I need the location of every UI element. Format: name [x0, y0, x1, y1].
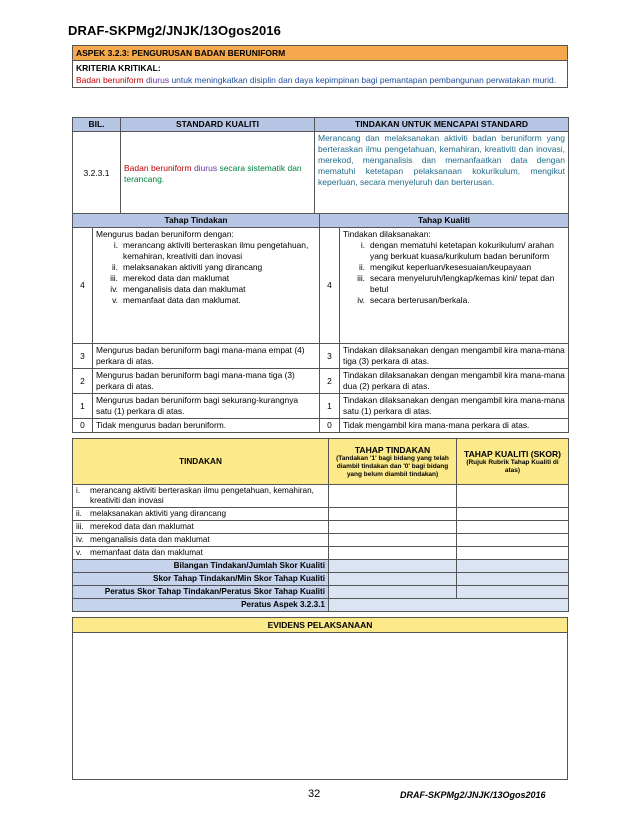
table-row: [73, 534, 569, 547]
summary-kualiti-cell[interactable]: [457, 573, 569, 586]
std-tindakan: Merancang dan melaksanakan aktiviti badan beruniform yang berteraskan ilmu pengetahuan, kemahiran, kreativiti dan inovasi, merekod, menganalisis dan memanfaatkan data dengan mematuhi ketetapan pelaksanaan kokurikulum, mengikut keperluan, secara menyeluruh dan berterusan.: [315, 132, 569, 216]
kualiti-level: 0: [320, 419, 340, 433]
tahap-kualiti-desc: Tindakan dilaksanakan dengan mengambil kira mana-mana dua (2) perkara di atas.: [340, 369, 569, 394]
summary-row: [73, 586, 569, 599]
tahap-kualiti-desc: Tidak mengambil kira mana-mana perkara di atas.: [340, 419, 569, 433]
tahap-tindakan-desc: Mengurus badan beruniform bagi mana-mana empat (4) perkara di atas.: [93, 344, 320, 369]
tahap-kualiti-col-header: TAHAP KUALITI (SKOR) (Rujuk Rubrik Tahap Kualiti di atas): [457, 439, 569, 485]
table-row: [73, 547, 569, 560]
table-row: [73, 485, 569, 508]
list-item: [96, 262, 316, 273]
aspect-title: ASPEK 3.2.3: PENGURUSAN BADAN BERUNIFORM: [73, 46, 568, 61]
tahap-table: [72, 213, 569, 433]
summary-tindakan-cell[interactable]: [329, 586, 457, 599]
page-number: 32: [308, 788, 321, 800]
list-item: [343, 262, 565, 273]
tahap-kualiti-score-cell[interactable]: [457, 521, 569, 534]
tahap-level: 3: [73, 344, 93, 369]
list-numeral: i.: [76, 486, 81, 495]
std-kualiti: Badan beruniform diurus secara sistematik dan terancang.: [121, 132, 315, 216]
tahap-tindakan-score-cell[interactable]: [329, 485, 457, 508]
list-numeral: i.: [113, 240, 118, 250]
tahap-level: 2: [73, 369, 93, 394]
std-header-bil: BIL.: [73, 118, 121, 132]
tindakan-item: [73, 547, 329, 560]
list-numeral: iii.: [110, 273, 118, 283]
list-numeral: iv.: [76, 535, 84, 544]
list-text: merekod data dan maklumat: [90, 522, 194, 531]
list-numeral: i.: [360, 240, 366, 250]
summary-row: [73, 573, 569, 586]
tindakan-item: [73, 521, 329, 534]
summary-label: Skor Tahap Tindakan/Min Skor Tahap Kualiti: [73, 573, 329, 586]
evidens-input-area[interactable]: [73, 633, 568, 780]
tindakan-header: TINDAKAN: [73, 439, 329, 485]
tahap-level-4: 4: [73, 228, 93, 344]
kualiti-level: 3: [320, 344, 340, 369]
list-numeral: ii.: [358, 262, 366, 272]
tahap-tindakan-header: Tahap Tindakan: [73, 214, 320, 228]
list-text: melaksanakan aktiviti yang dirancang: [123, 262, 263, 272]
tindakan-item: [73, 508, 329, 521]
list-numeral: iii.: [357, 273, 366, 283]
kualiti-level-4: 4: [320, 228, 340, 344]
list-text: secara berterusan/berkala.: [370, 295, 470, 305]
list-item: [96, 284, 316, 295]
list-numeral: iv.: [110, 284, 118, 294]
tahap-tindakan-desc: Mengurus badan beruniform bagi sekurang-kurangnya satu (1) perkara di atas.: [93, 394, 320, 419]
list-text: melaksanakan aktiviti yang dirancang: [90, 509, 227, 518]
kriteria-cell: [73, 61, 568, 88]
summary-row: [73, 599, 569, 612]
std-header-tindakan: TINDAKAN UNTUK MENCAPAI STANDARD: [315, 118, 569, 132]
list-numeral: v.: [76, 548, 82, 557]
tindakan-item: [73, 485, 329, 508]
kriteria-label: KRITERIA KRITIKAL:: [76, 63, 161, 73]
list-text: memanfaat data dan maklumat.: [123, 295, 241, 305]
tahap-kualiti-desc: Tindakan dilaksanakan dengan mengambil kira mana-mana tiga (3) perkara di atas.: [340, 344, 569, 369]
tahap-tindakan-4: Mengurus badan beruniform dengan: i. merancang aktiviti berteraskan ilmu pengetahuan, kemahiran, kreativiti dan inovasi ii. melaksanakan aktiviti yang dirancang iii. merekod data dan maklumat iv. menganalisis data dan maklumat v. memanfaat data dan maklumat.: [93, 228, 320, 344]
tahap-row: [73, 369, 569, 394]
list-item: [343, 240, 565, 262]
aspect-table: [72, 45, 568, 88]
summary-tindakan-cell[interactable]: [329, 560, 457, 573]
summary-label: Bilangan Tindakan/Jumlah Skor Kualiti: [73, 560, 329, 573]
tahap-level: 1: [73, 394, 93, 419]
tahap-row: [73, 344, 569, 369]
list-numeral: iii.: [76, 522, 84, 531]
tahap-tindakan-score-cell[interactable]: [329, 547, 457, 560]
tahap-tindakan-desc: Tidak mengurus badan beruniform.: [93, 419, 320, 433]
list-item: [96, 273, 316, 284]
table-row: [73, 521, 569, 534]
tahap-tindakan-score-cell[interactable]: [329, 521, 457, 534]
kualiti-level: 1: [320, 394, 340, 419]
tahap-kualiti-desc: Tindakan dilaksanakan dengan mengambil kira mana-mana satu (1) perkara di atas.: [340, 394, 569, 419]
std-bil: 3.2.3.1: [73, 132, 121, 216]
list-text: secara menyeluruh/lengkap/kemas kini/ tepat dan betul: [370, 273, 555, 294]
tahap-tindakan-score-cell[interactable]: [329, 508, 457, 521]
tahap-kualiti-score-cell[interactable]: [457, 485, 569, 508]
list-item: [96, 295, 316, 306]
list-numeral: ii.: [111, 262, 118, 272]
kriteria-verb: diurus: [143, 75, 170, 85]
peratus-aspek-cell[interactable]: [329, 599, 569, 612]
tahap-kualiti-score-cell[interactable]: [457, 534, 569, 547]
list-text: memanfaat data dan maklumat: [90, 548, 203, 557]
footer-reference: DRAF-SKPMg2/JNJK/13Ogos2016: [400, 790, 546, 800]
list-text: merancang aktiviti berteraskan ilmu pengetahuan, kemahiran, kreativiti dan inovasi: [123, 240, 309, 261]
tahap-kualiti-4: Tindakan dilaksanakan: i. dengan mematuhi ketetapan kokurikulum/ arahan yang berkuat kuasa/kurikulum badan beruniform ii. mengikut keperluan/kesesuaian/keupayaan iii. secara menyeluruh/lengkap/kemas kini/ tepat dan betul iv. secara berterusan/berkala.: [340, 228, 569, 344]
list-text: merancang aktiviti berteraskan ilmu pengetahuan, kemahiran, kreativiti dan inovasi: [90, 486, 314, 505]
tahap-tindakan-score-cell[interactable]: [329, 534, 457, 547]
tahap-tindakan-col-header: TAHAP TINDAKAN (Tandakan '1' bagi bidang yang telah diambil tindakan dan '0' bagi bidang yang belum diambil tindakan): [329, 439, 457, 485]
standard-table: [72, 117, 569, 216]
list-text: dengan mematuhi ketetapan kokurikulum/ arahan yang berkuat kuasa/kurikulum badan beruniform: [370, 240, 554, 261]
list-item: [343, 295, 565, 306]
list-text: mengikut keperluan/kesesuaian/keupayaan: [370, 262, 532, 272]
summary-label: Peratus Skor Tahap Tindakan/Peratus Skor Tahap Kualiti: [73, 586, 329, 599]
evidens-title: EVIDENS PELAKSANAAN: [73, 618, 568, 633]
summary-label: Peratus Aspek 3.2.3.1: [73, 599, 329, 612]
kriteria-subject: Badan beruniform: [76, 75, 144, 85]
tahap-level: 0: [73, 419, 93, 433]
std-header-standard: STANDARD KUALITI: [121, 118, 315, 132]
tahap-tindakan-desc: Mengurus badan beruniform bagi mana-mana tiga (3) perkara di atas.: [93, 369, 320, 394]
list-text: menganalisis data dan maklumat: [123, 284, 246, 294]
list-item: [96, 240, 316, 262]
summary-row: [73, 560, 569, 573]
tahap-row: [73, 419, 569, 433]
list-text: merekod data dan maklumat: [123, 273, 230, 283]
kualiti-level: 2: [320, 369, 340, 394]
tahap-kualiti-score-cell[interactable]: [457, 508, 569, 521]
document-header-title: DRAF-SKPMg2/JNJK/13Ogos2016: [68, 23, 281, 38]
evidens-table: [72, 617, 568, 780]
tahap-kualiti-header: Tahap Kualiti: [320, 214, 569, 228]
summary-kualiti-cell[interactable]: [457, 560, 569, 573]
list-numeral: v.: [112, 295, 118, 305]
kriteria-text: untuk meningkatkan disiplin dan daya kepimpinan bagi pemantapan pembangunan perwatakan murid.: [169, 75, 557, 85]
summary-kualiti-cell[interactable]: [457, 586, 569, 599]
list-text: menganalisis data dan maklumat: [90, 535, 210, 544]
list-numeral: iv.: [357, 295, 366, 305]
tindakan-item: [73, 534, 329, 547]
tahap-row: [73, 394, 569, 419]
list-numeral: ii.: [76, 509, 82, 518]
table-row: [73, 508, 569, 521]
list-item: [343, 273, 565, 295]
summary-tindakan-cell[interactable]: [329, 573, 457, 586]
tindakan-score-table: [72, 438, 569, 612]
tahap-kualiti-score-cell[interactable]: [457, 547, 569, 560]
